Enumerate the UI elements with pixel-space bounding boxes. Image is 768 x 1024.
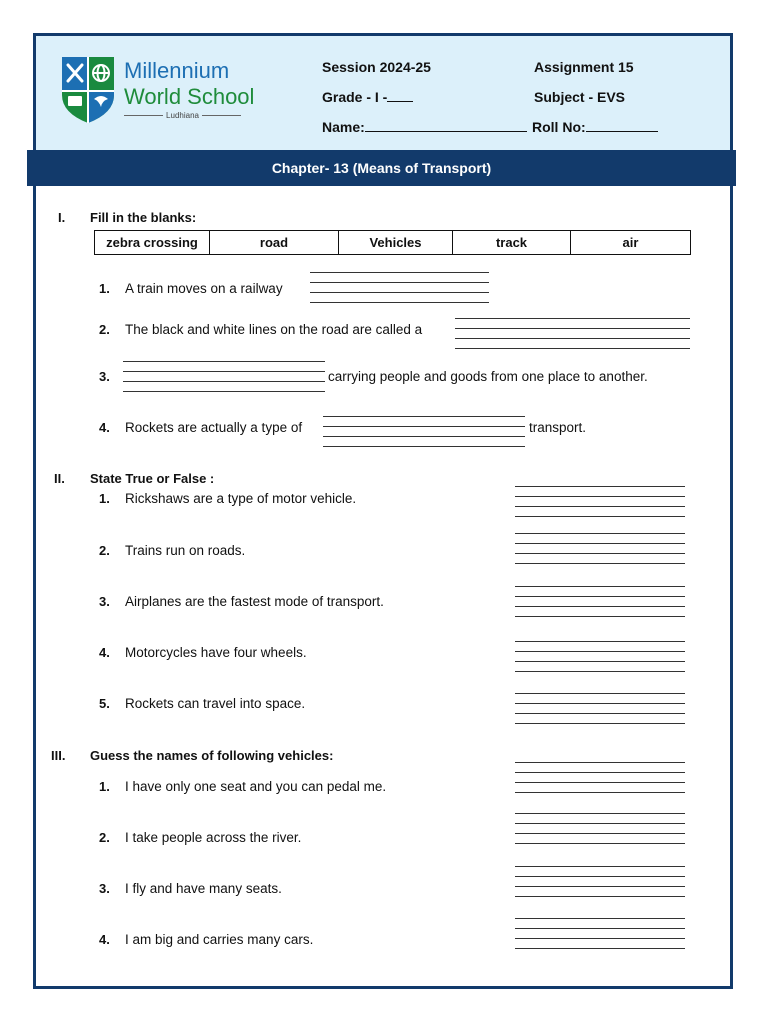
s2-q3-answer-lines[interactable] — [515, 586, 685, 618]
assignment-label: Assignment 15 — [534, 59, 634, 75]
s3-q3-answer-lines[interactable] — [515, 866, 685, 898]
s3-q2-number: 2. — [99, 830, 110, 845]
s1-q3-text: carrying people and goods from one place to another. — [328, 369, 648, 384]
s2-q3-text: Airplanes are the fastest mode of transport. — [125, 594, 384, 609]
school-city: Ludhiana — [124, 111, 241, 120]
roll-no-field[interactable]: Roll No: — [532, 119, 658, 135]
s2-q3-number: 3. — [99, 594, 110, 609]
chapter-title-bar — [27, 150, 736, 186]
subject-label: Subject - EVS — [534, 89, 626, 105]
s2-q2-answer-lines[interactable] — [515, 533, 685, 565]
s3-q1-text: I have only one seat and you can pedal me. — [125, 779, 387, 794]
book-icon — [68, 96, 82, 106]
s3-q3-text: I fly and have many seats. — [125, 881, 282, 896]
s1-q2-number: 2. — [99, 322, 110, 337]
grade-field[interactable]: Grade - I - — [322, 89, 413, 105]
s1-q2-text: The black and white lines on the road are called a — [125, 322, 423, 337]
s1-q4-text: Rockets are actually a type of — [125, 420, 303, 435]
s2-q1-text: Rickshaws are a type of motor vehicle. — [125, 491, 357, 506]
s2-q5-number: 5. — [99, 696, 110, 711]
s1-q1-text: A train moves on a railway — [125, 281, 283, 296]
s1-q1-number: 1. — [99, 281, 110, 296]
session-label: Session 2024-25 — [322, 59, 431, 75]
s1-q3-number: 3. — [99, 369, 110, 384]
s3-q1-number: 1. — [99, 779, 110, 794]
s3-q4-text: I am big and carries many cars. — [125, 932, 314, 947]
s3-q4-number: 4. — [99, 932, 110, 947]
word-bank-cell: road — [210, 231, 339, 254]
s1-q4-answer-lines[interactable] — [323, 416, 525, 448]
section3-title: Guess the names of following vehicles: — [90, 748, 334, 763]
school-name-line1: Millennium — [124, 58, 230, 83]
section2-number: II. — [54, 471, 65, 486]
s2-q5-answer-lines[interactable] — [515, 693, 685, 725]
word-bank-cell: track — [453, 231, 571, 254]
s3-q4-answer-lines[interactable] — [515, 918, 685, 950]
s2-q4-text: Motorcycles have four wheels. — [125, 645, 307, 660]
s2-q4-answer-lines[interactable] — [515, 641, 685, 673]
s2-q2-number: 2. — [99, 543, 110, 558]
s1-q1-answer-lines[interactable] — [310, 272, 489, 304]
s3-q1-answer-lines[interactable] — [515, 762, 685, 794]
section3-number: III. — [51, 748, 66, 763]
chapter-title: Chapter- 13 (Means of Transport) — [271, 160, 492, 176]
school-name-line2: World School — [124, 84, 255, 109]
s3-q2-answer-lines[interactable] — [515, 813, 685, 845]
s3-q3-number: 3. — [99, 881, 110, 896]
s3-q2-text: I take people across the river. — [125, 830, 302, 845]
word-bank-cell: zebra crossing — [95, 231, 210, 254]
s2-q1-number: 1. — [99, 491, 110, 506]
section1-title: Fill in the blanks: — [90, 210, 197, 225]
s1-q4-text-after: transport. — [529, 420, 587, 435]
s1-q2-answer-lines[interactable] — [455, 318, 690, 350]
s1-q3-answer-lines[interactable] — [123, 361, 325, 393]
shield-emblem — [62, 57, 114, 123]
word-bank — [94, 230, 691, 255]
word-bank-cell: air — [622, 235, 639, 250]
s2-q4-number: 4. — [99, 645, 110, 660]
section1-number: I. — [58, 210, 66, 225]
section2-title: State True or False : — [90, 471, 215, 486]
s2-q1-answer-lines[interactable] — [515, 486, 685, 518]
s2-q5-text: Rockets can travel into space. — [125, 696, 306, 711]
name-field[interactable]: Name: — [322, 119, 527, 135]
word-bank-cell: Vehicles — [339, 231, 453, 254]
s2-q2-text: Trains run on roads. — [125, 543, 246, 558]
s1-q4-number: 4. — [99, 420, 110, 435]
